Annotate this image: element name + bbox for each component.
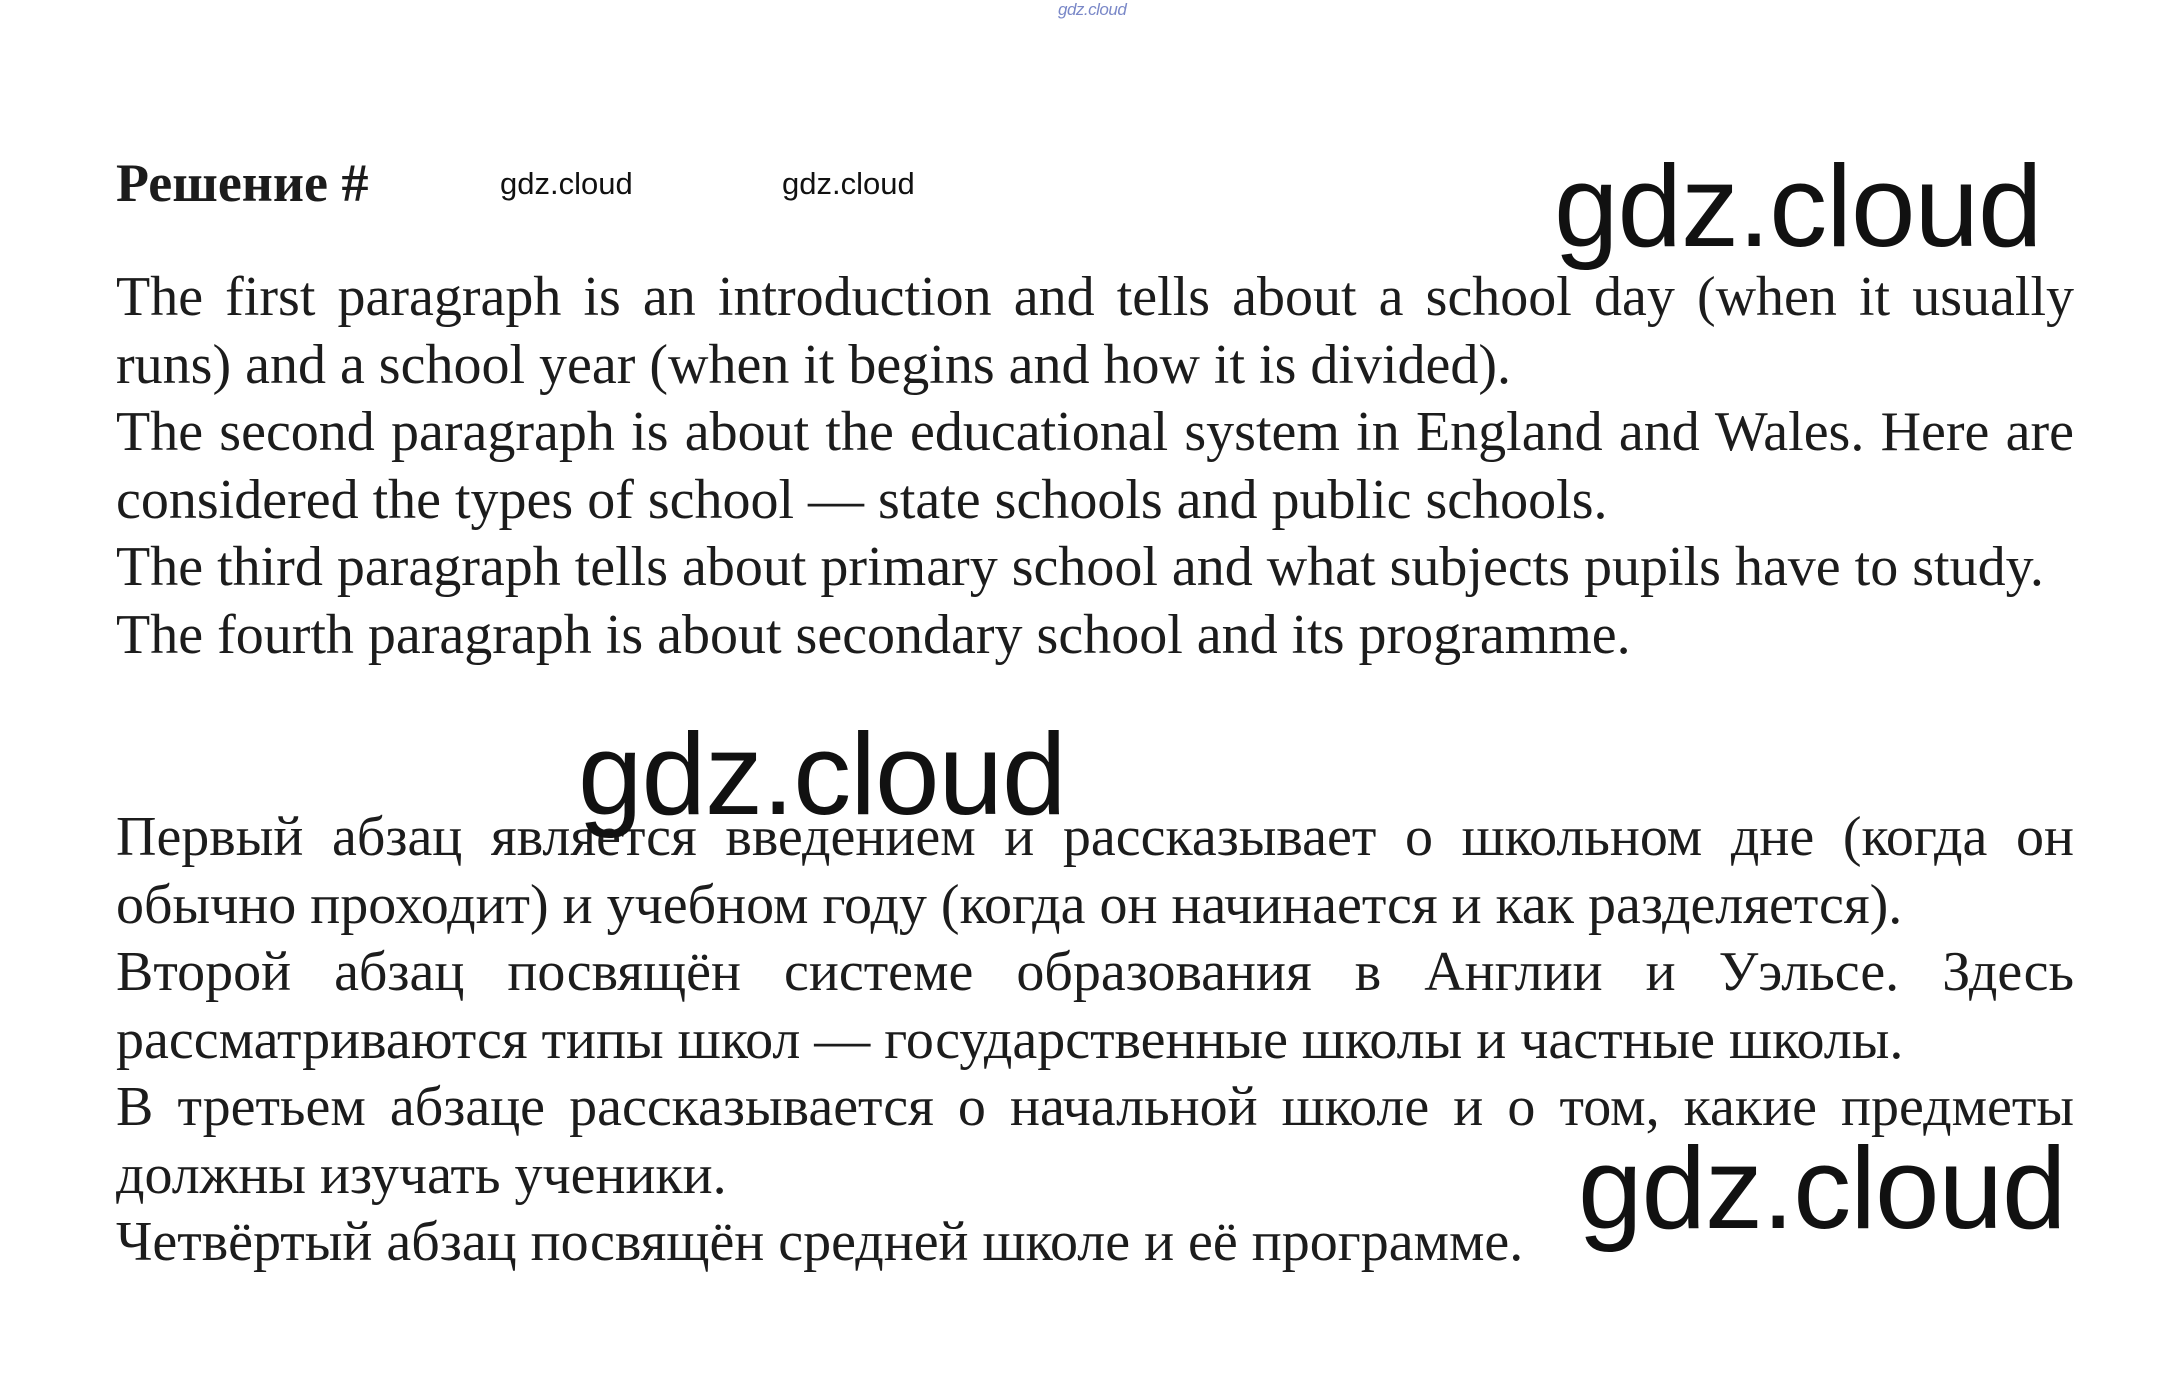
english-paragraph-2: The second paragraph is about the educational system in England and Wales. Here are considered the types of school — state schools and public schools. [116, 401, 2074, 531]
english-paragraph-3: The third paragraph tells about primary school and what subjects pupils have to study. [116, 536, 2044, 598]
big-watermark-1: gdz.cloud [1554, 141, 2042, 271]
russian-paragraph-4: Четвёртый абзац посвящён средней школе и её программе. [116, 1211, 1524, 1273]
english-answer [116, 264, 2074, 669]
big-watermark-3: gdz.cloud [1578, 1123, 2066, 1253]
english-paragraph-4: The fourth paragraph is about secondary school and its programme. [116, 603, 1631, 666]
russian-paragraph-2: Второй абзац посвящён системе образования в Англии и Уэльсе. Здесь рассматриваются типы школ — государственные школы и частные школы. [116, 941, 2074, 1071]
big-watermark-2: gdz.cloud [578, 709, 1066, 839]
russian-paragraph-3: В третьем абзаце рассказывается о начальной школе и о том, какие предметы должны изучать ученики. [116, 1076, 2074, 1206]
small-watermark-1: gdz.cloud [500, 166, 633, 201]
top-watermark: gdz.cloud [1058, 0, 1127, 19]
russian-paragraph-1: Первый абзац является введением и рассказывает о школьном дне (когда он обычно проходит) и учебном году (когда он начинается и как разделяется). [116, 806, 2074, 936]
page-title: Решение # [116, 153, 369, 213]
english-paragraph-1: The first paragraph is an introduction and tells about a school day (when it usually runs) and a school year (when it begins and how it is divided). [116, 266, 2074, 396]
small-watermark-2: gdz.cloud [782, 166, 915, 201]
